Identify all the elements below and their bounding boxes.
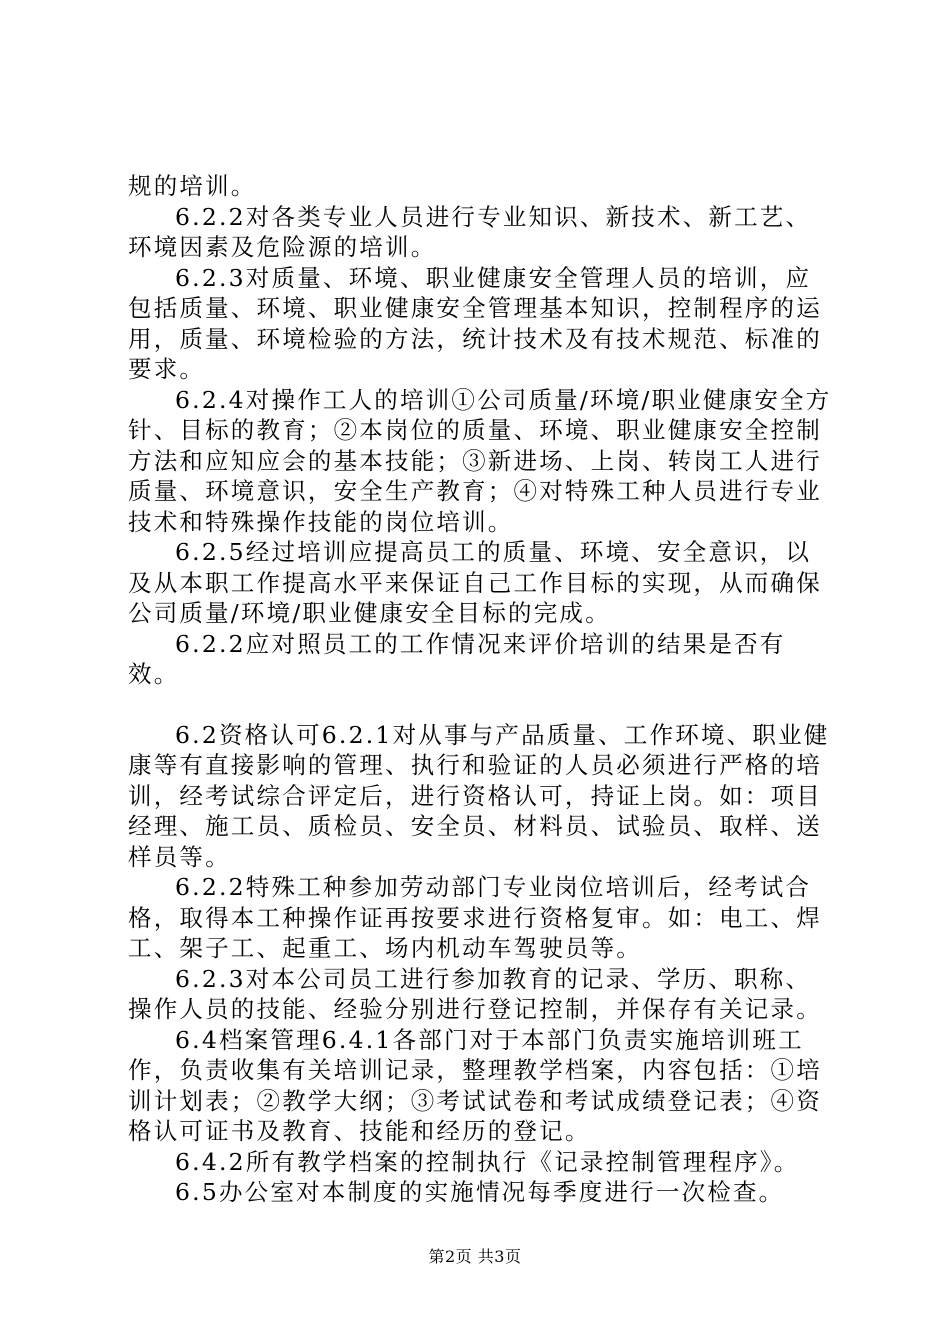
paragraph-continuation: 规的培训。 [128, 172, 257, 200]
paragraph-6-2-3-managers: 6.2.3对质量、环境、职业健康安全管理人员的培训，应包括质量、环境、职业健康安全管理基本知识，控制程序的运用，质量、环境检验的方法，统计技术及有技术规范、标准的要求。 [128, 263, 822, 383]
paragraph-6-2-5-awareness: 6.2.5经过培训应提高员工的质量、环境、安全意识，以及从本职工作提高水平来保证自己工作目标的实现，从而确保公司质量/环境/职业健康安全目标的完成。 [128, 538, 822, 627]
paragraph-6-4-2-control: 6.4.2所有教学档案的控制执行《记录控制管理程序》。 [175, 1147, 800, 1176]
paragraph-6-2-2-professional: 6.2.2对各类专业人员进行专业知识、新技术、新工艺、环境因素及危险源的培训。 [128, 202, 812, 261]
paragraph-6-2-2-special-trades: 6.2.2特殊工种参加劳动部门专业岗位培训后，经考试合格，取得本工种操作证再按要求进行资格复审。如：电工、焊工、架子工、起重工、场内机动车驾驶员等。 [128, 873, 822, 962]
paragraph-6-2-3-records: 6.2.3对本公司员工进行参加教育的记录、学历、职称、操作人员的技能、经验分别进行登记控制，并保存有关记录。 [128, 964, 822, 1023]
paragraph-6-2-4-workers: 6.2.4对操作工人的培训①公司质量/环境/职业健康安全方针、目标的教育；②本岗位的质量、环境、职业健康安全控制方法和应知应会的基本技能；③新进场、上岗、转岗工人进行质量、环境意识，安全生产教育；④对特殊工种人员进行专业技术和特殊操作技能的岗位培训。 [128, 385, 832, 536]
paragraph-gap [128, 690, 836, 720]
paragraph-6-2-qualification: 6.2资格认可6.2.1对从事与产品质量、工作环境、职业健康等有直接影响的管理、执行和验证的人员必须进行严格的培训，经考试综合评定后，进行资格认可，持证上岗。如：项目经理、施工员、质检员、安全员、材料员、试验员、取样、送样员等。 [128, 720, 830, 871]
paragraph-6-4-archives: 6.4档案管理6.4.1各部门对于本部门负责实施培训班工作，负责收集有关培训记录，整理教学档案，内容包括：①培训计划表；②教学大纲；③考试试卷和考试成绩登记表；④资格认可证书及教育、技能和经历的登记。 [128, 1025, 822, 1145]
page-number-footer: 第2页 共3页 [428, 1247, 522, 1266]
body-text [128, 171, 836, 1208]
paragraph-6-2-2-evaluation: 6.2.2应对照员工的工作情况来评价培训的结果是否有效。 [128, 629, 786, 688]
paragraph-6-5-inspection: 6.5办公室对本制度的实施情况每季度进行一次检查。 [175, 1178, 785, 1206]
